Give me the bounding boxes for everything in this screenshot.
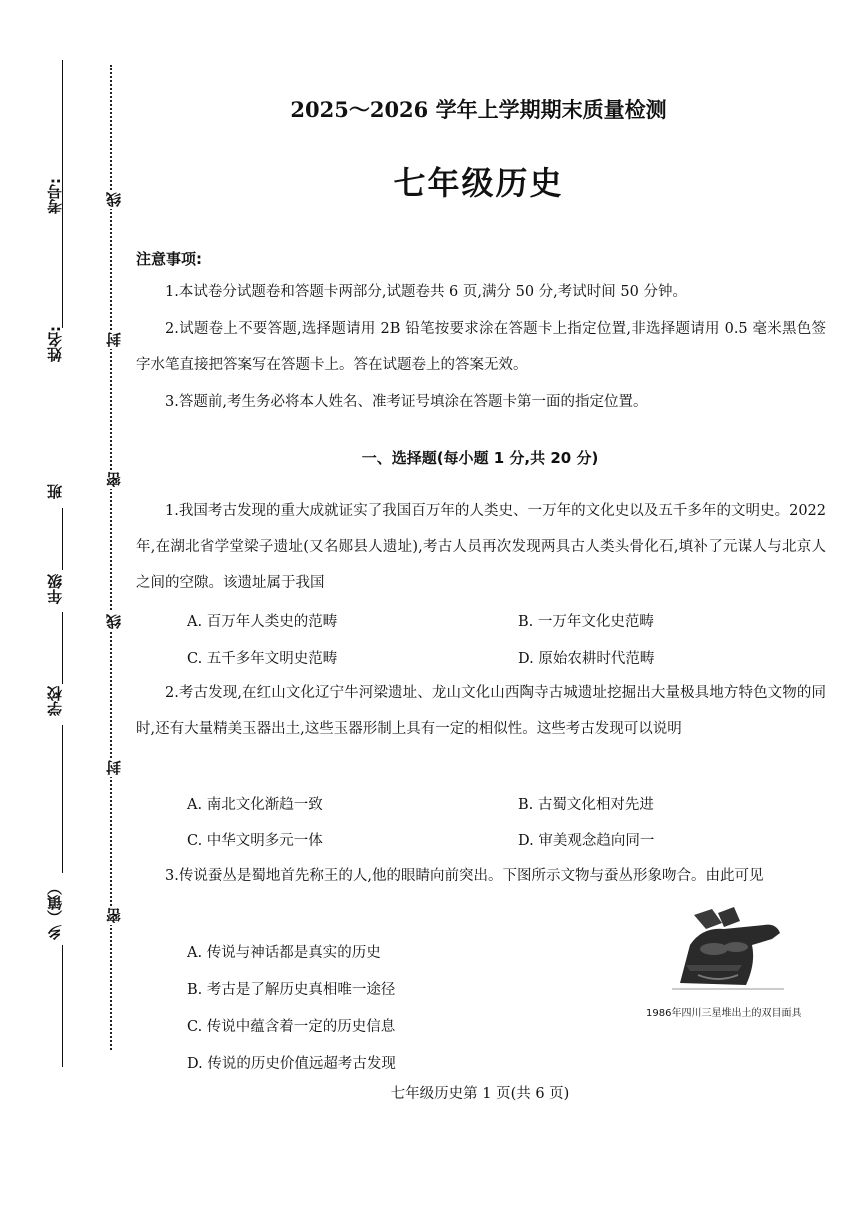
margin-line bbox=[62, 945, 63, 1067]
exam-title: 2025～2026 学年上学期期末质量检测 bbox=[290, 97, 667, 122]
option-a: A. 百万年人类史的范畴 bbox=[187, 614, 338, 630]
seal-dotted-line bbox=[110, 65, 112, 1050]
option-d: D. 原始农耕时代范畴 bbox=[518, 651, 655, 667]
seal-char: 封 bbox=[105, 760, 123, 775]
option-b: B. 一万年文化史范畴 bbox=[518, 614, 654, 630]
option-a: A. 传说与神话都是真实的历史 bbox=[187, 945, 381, 961]
township-label: 乡（镇） bbox=[46, 880, 64, 940]
option-d: D. 审美观念趋向同一 bbox=[518, 833, 655, 849]
note-item: 3.答题前,考生务必将本人姓名、准考证号填涂在答题卡第一面的指定位置。 bbox=[165, 394, 648, 410]
subject-title: 七年级历史 bbox=[393, 164, 564, 202]
section-title: 一、选择题(每小题 1 分,共 20 分) bbox=[361, 449, 599, 467]
class-label: 班 bbox=[46, 484, 64, 499]
seal-char: 线 bbox=[105, 192, 123, 207]
option-c: C. 五千多年文明史范畴 bbox=[187, 651, 338, 667]
option-d: D. 传说的历史价值远超考古发现 bbox=[187, 1056, 396, 1072]
seal-char: 封 bbox=[105, 332, 123, 347]
margin-line bbox=[62, 612, 63, 684]
option-c: C. 中华文明多元一体 bbox=[187, 833, 323, 849]
option-c: C. 传说中蕴含着一定的历史信息 bbox=[187, 1019, 396, 1035]
page-footer: 七年级历史第 1 页(共 6 页) bbox=[390, 1086, 570, 1102]
option-a: A. 南北文化渐趋一致 bbox=[187, 797, 323, 813]
grade-label: 年级 bbox=[46, 574, 64, 604]
exam-number-label: 考号: bbox=[46, 178, 64, 214]
notes-heading: 注意事项: bbox=[136, 250, 202, 268]
question-stem: 3.传说蚕丛是蜀地首先称王的人,他的眼睛向前突出。下图所示文物与蚕丛形象吻合。由此可见 bbox=[165, 868, 764, 884]
margin-line bbox=[62, 228, 63, 328]
question-stem: 1.我国考古发现的重大成就证实了我国百万年的人类史、一万年的文化史以及五千多年的文明史。2022 年,在湖北省学堂梁子遗址(又名郧县人遗址),考古人员再次发现两具古人类头骨化石,填补了元谋人与北京人之间的空隙。该遗址属于我国 bbox=[136, 503, 826, 591]
margin-line bbox=[62, 725, 63, 873]
bronze-mask-image bbox=[672, 905, 784, 993]
note-item: 1.本试卷分试题卷和答题卡两部分,试题卷共 6 页,满分 50 分,考试时间 50 分钟。 bbox=[165, 284, 687, 300]
figure-caption: 1986年四川三星堆出土的双目面具 bbox=[646, 1008, 802, 1019]
question-stem: 2.考古发现,在红山文化辽宁牛河梁遗址、龙山文化山西陶寺古城遗址挖掘出大量极具地方特色文物的同时,还有大量精美玉器出土,这些玉器形制上具有一定的相似性。这些考古发现可以说明 bbox=[136, 685, 826, 737]
option-b: B. 古蜀文化相对先进 bbox=[518, 797, 654, 813]
margin-line bbox=[62, 508, 63, 570]
seal-char: 密 bbox=[105, 472, 123, 487]
note-item: 2.试题卷上不要答题,选择题请用 2B 铅笔按要求涂在答题卡上指定位置,非选择题请用 0.5 毫米黑色签字水笔直接把答案写在答题卡上。答在试题卷上的答案无效。 bbox=[136, 321, 826, 373]
option-b: B. 考古是了解历史真相唯一途径 bbox=[187, 982, 396, 998]
name-label: 姓名: bbox=[46, 326, 64, 362]
seal-char: 密 bbox=[105, 908, 123, 923]
seal-char: 线 bbox=[105, 614, 123, 629]
school-label: 学校 bbox=[46, 686, 64, 716]
